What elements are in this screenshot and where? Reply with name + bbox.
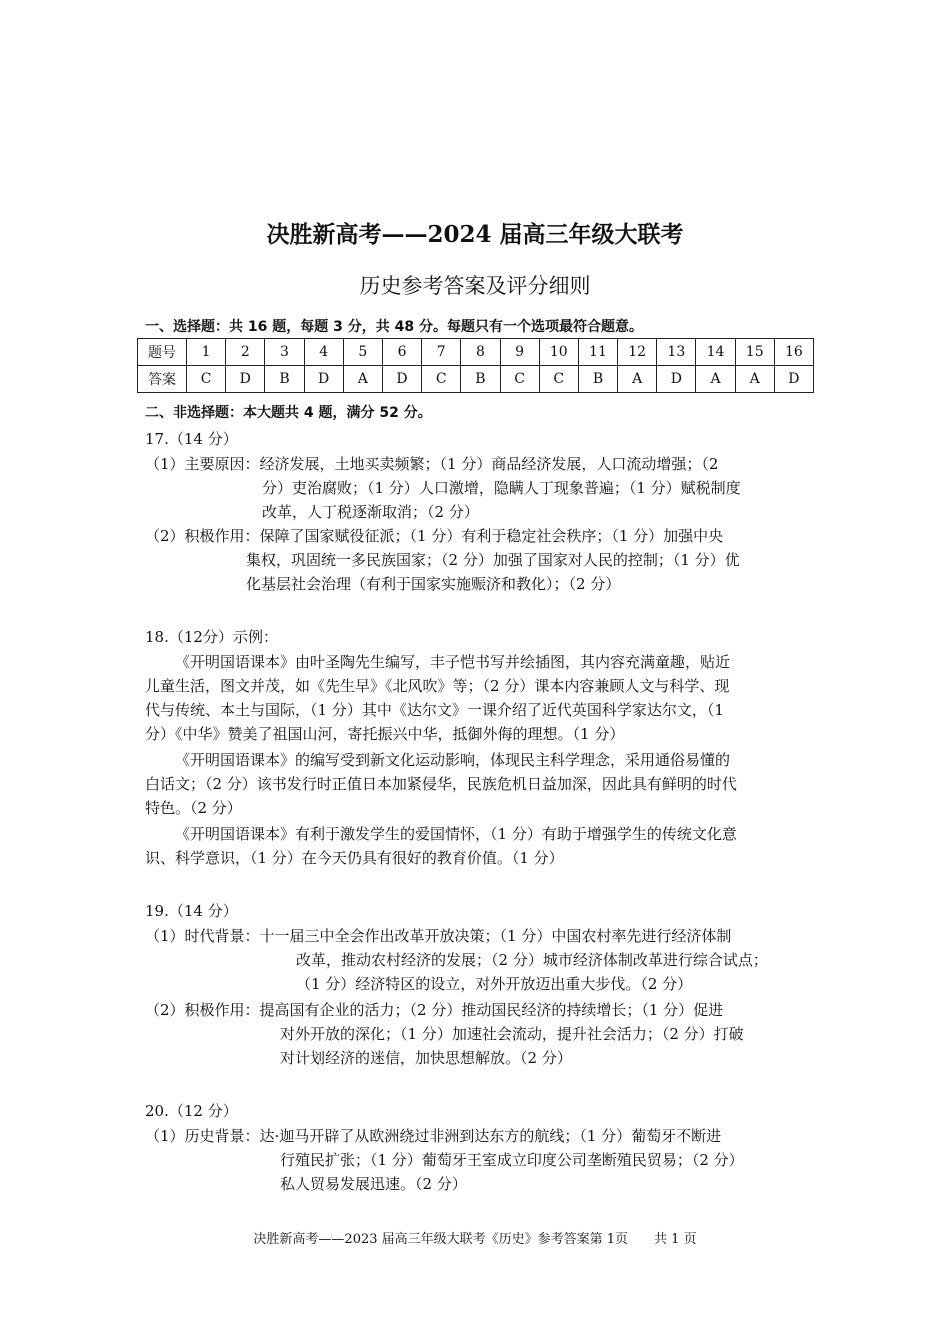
q18-line: 《开明国语课本》有利于激发学生的爱国情怀，（1 分）有助于增强学生的传统文化意 xyxy=(175,825,737,843)
q19-part2-line: 对外开放的深化；（1 分）加速社会流动，提升社会活力；（2 分）打破 xyxy=(280,1025,744,1043)
q19-part1-line: （1 分）经济特区的设立，对外开放迈出重大步伐。（2 分） xyxy=(296,975,693,993)
table-cell: C xyxy=(500,366,539,393)
q18-line: 《开明国语课本》的编写受到新文化运动影响，体现民主科学理念，采用通俗易懂的 xyxy=(175,751,731,769)
q18-line: 特色。（2 分） xyxy=(145,799,242,817)
q19-part1-line: 改革，推动农村经济的发展；（2 分）城市经济体制改革进行综合试点； xyxy=(296,951,768,969)
q17-part2-line: （2）积极作用：保障了国家赋役征派；（1 分）有利于稳定社会秩序；（1 分）加强中央 xyxy=(145,527,724,545)
q18-line: 白话文；（2 分）该书发行时正值日本加紧侵华，民族危机日益加深，因此具有鲜明的时代 xyxy=(145,775,737,793)
page-title: 决胜新高考——2024 届高三年级大联考 xyxy=(266,221,684,248)
q20-part1-line: 私人贸易发展迅速。（2 分） xyxy=(280,1175,467,1193)
table-cell: 2 xyxy=(226,339,265,366)
q19-heading: 19.（14 分） xyxy=(145,902,238,920)
answer-row xyxy=(138,366,814,393)
q17-part1-line: （1）主要原因：经济发展，土地买卖频繁；（1 分）商品经济发展，人口流动增强；（2 xyxy=(145,455,719,473)
table-cell: B xyxy=(265,366,304,393)
q17-part1-line: 分）吏治腐败；（1 分）人口激增，隐瞒人丁现象普遍；（1 分）赋税制度 xyxy=(262,479,741,497)
row-header-number: 题号 xyxy=(138,339,187,366)
q17-heading: 17.（14 分） xyxy=(145,430,238,448)
q18-line: 识、科学意识，（1 分）在今天仍具有很好的教育价值。（1 分） xyxy=(145,849,564,867)
table-cell: 16 xyxy=(774,339,813,366)
q20-part1-line: 行殖民扩张；（1 分）葡萄牙王室成立印度公司垄断殖民贸易；（2 分） xyxy=(280,1151,744,1169)
page-footer: 决胜新高考——2023 届高三年级大联考《历史》参考答案第 1页 共 1 页 xyxy=(253,1232,697,1247)
table-cell: 12 xyxy=(618,339,657,366)
section2-heading: 二、非选择题：本大题共 4 题，满分 52 分。 xyxy=(145,405,432,421)
q20-heading: 20.（12 分） xyxy=(145,1102,238,1120)
q18-line: 分）《中华》赞美了祖国山河，寄托振兴中华，抵御外侮的理想。（1 分） xyxy=(145,725,625,743)
q18-line: 《开明国语课本》由叶圣陶先生编写，丰子恺书写并绘插图，其内容充满童趣，贴近 xyxy=(175,653,731,671)
table-cell: A xyxy=(343,366,382,393)
q18-heading: 18.（12分）示例： xyxy=(145,628,278,646)
table-cell: A xyxy=(696,366,735,393)
q19-part2-line: （2）积极作用：提高国有企业的活力；（2 分）推动国民经济的持续增长；（1 分）促进 xyxy=(145,1001,724,1019)
page-subtitle: 历史参考答案及评分细则 xyxy=(359,274,591,298)
table-cell: 8 xyxy=(461,339,500,366)
section1-heading: 一、选择题：共 16 题，每题 3 分，共 48 分。每题只有一个选项最符合题意。 xyxy=(145,319,643,335)
table-cell: A xyxy=(618,366,657,393)
table-cell: D xyxy=(226,366,265,393)
table-cell: 15 xyxy=(735,339,774,366)
q17-part2-line: 化基层社会治理（有利于国家实施赈济和教化）；（2 分） xyxy=(246,575,621,593)
table-cell: C xyxy=(422,366,461,393)
table-cell: 3 xyxy=(265,339,304,366)
table-cell: D xyxy=(304,366,343,393)
table-cell: A xyxy=(735,366,774,393)
table-cell: 6 xyxy=(382,339,421,366)
table-cell: C xyxy=(539,366,578,393)
table-cell: 5 xyxy=(343,339,382,366)
table-cell: D xyxy=(382,366,421,393)
table-cell: 7 xyxy=(422,339,461,366)
table-cell: 11 xyxy=(578,339,617,366)
table-cell: 13 xyxy=(657,339,696,366)
table-cell: 4 xyxy=(304,339,343,366)
table-cell: C xyxy=(187,366,226,393)
table-cell: 14 xyxy=(696,339,735,366)
question-number-row xyxy=(138,339,814,366)
q17-part2-line: 集权，巩固统一多民族国家；（2 分）加强了国家对人民的控制；（1 分）优 xyxy=(246,551,740,569)
q20-part1-line: （1）历史背景：达·迦马开辟了从欧洲绕过非洲到达东方的航线；（1 分）葡萄牙不断进 xyxy=(145,1127,722,1145)
table-cell: 1 xyxy=(187,339,226,366)
q18-line: 代与传统、本土与国际，（1 分）其中《达尔文》一课介绍了近代英国科学家达尔文，（1 xyxy=(145,701,724,719)
table-cell: D xyxy=(657,366,696,393)
table-cell: B xyxy=(578,366,617,393)
q19-part1-line: （1）时代背景：十一届三中全会作出改革开放决策；（1 分）中国农村率先进行经济体制 xyxy=(145,927,732,945)
q18-line: 儿童生活，图文并茂，如《先生早》《北风吹》等；（2 分）课本内容兼顾人文与科学、现 xyxy=(145,677,730,695)
table-cell: 9 xyxy=(500,339,539,366)
answer-table xyxy=(137,338,814,393)
q17-part1-line: 改革，人丁税逐渐取消；（2 分） xyxy=(262,503,479,521)
row-header-answer: 答案 xyxy=(138,366,187,393)
table-cell: B xyxy=(461,366,500,393)
table-cell: D xyxy=(774,366,813,393)
q19-part2-line: 对计划经济的迷信，加快思想解放。（2 分） xyxy=(280,1049,572,1067)
table-cell: 10 xyxy=(539,339,578,366)
